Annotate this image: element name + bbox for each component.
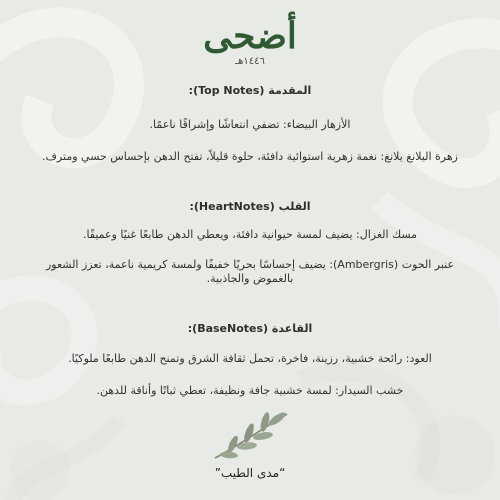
title-year: ١٤٤٦هـ [235,56,265,67]
title-block [0,14,500,67]
olive-branch-icon [205,408,295,464]
base-notes-heading [10,322,490,336]
heading-colon: : [188,84,194,97]
heading-arabic: المقدمة [268,84,312,97]
heading-english: (BaseNotes) [192,322,269,335]
heading-english: (Top Notes) [193,84,265,97]
base-note-item: العود: رائحة خشبية، رزينة، فاخرة، تحمل ثقافة الشرق وتمنح الدهن طابعًا ملوكيًا. [68,352,432,365]
heading-english: (HeartNotes) [193,200,275,213]
heading-colon: : [189,200,194,213]
heading-arabic: القلب [278,200,311,213]
heart-notes-heading [10,200,490,214]
heading-arabic: القاعدة [271,322,313,335]
heart-note-item: مسك الغزال: يضيف لمسة حيوانية دافئة، ويعطي الدهن طابعًا غنيًا وعميقًا. [82,228,418,241]
top-note-item: الأزهار البيضاء: تضفي انتعاشًا وإشراقًا ناعمًا. [149,118,351,131]
base-note-item: خشب السيدار: لمسة خشبية جافة ونظيفة، تعطي ثباتًا وأناقة للدهن. [96,384,404,397]
heading-colon: : [187,322,193,335]
brand-signature: “مدى الطيب” [214,466,286,480]
heart-note-item: عنبر الحوت (Ambergris): يضيف إحساسًا بحريًا خفيفًا ولمسة كريمية ناعمة، تعزز الشعور بالغموض والجاذبية. [45,258,455,285]
top-note-item: زهرة اليلانغ يلانغ: نغمة زهرية استوائية دافئة، حلوة قليلاً، تفتح الدهن بإحساس حسي ومترف. [42,150,458,163]
top-notes-heading [10,84,490,98]
perfume-title: أضحى [203,15,297,57]
